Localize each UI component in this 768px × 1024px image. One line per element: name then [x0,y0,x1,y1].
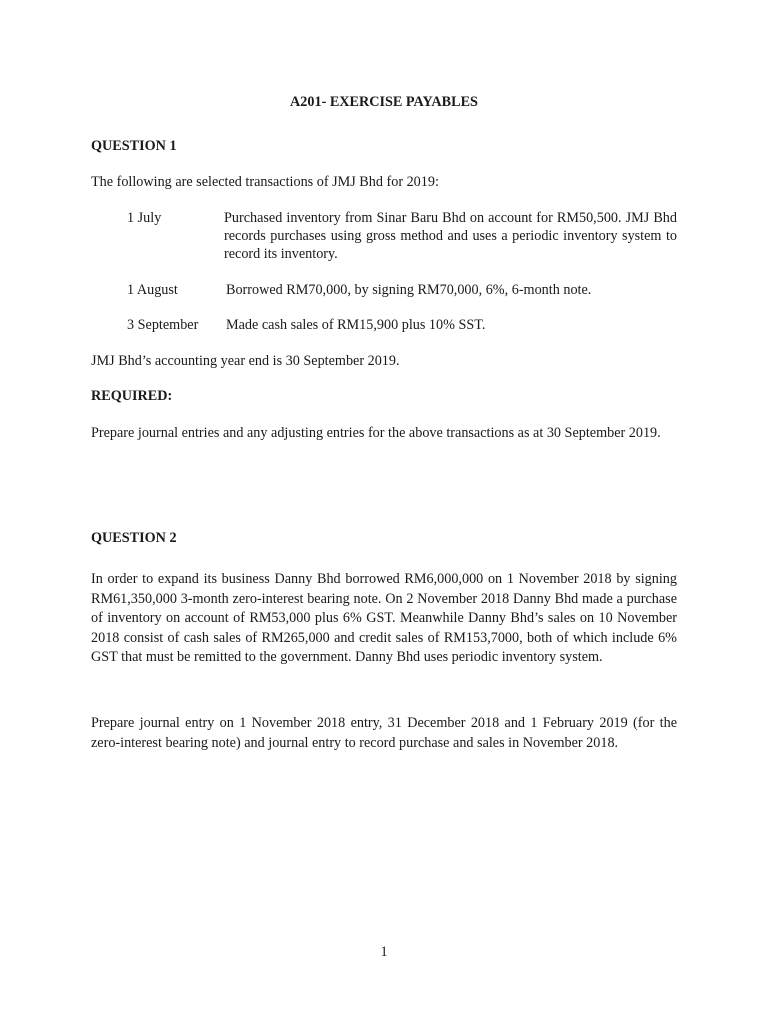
transaction-date: 1 July [127,210,162,226]
required-heading: REQUIRED: [91,388,173,404]
transaction-description: Made cash sales of RM15,900 plus 10% SST. [226,317,486,333]
transaction-description: Borrowed RM70,000, by signing RM70,000, 6%, 6-month note. [226,282,592,298]
transaction-item [127,316,677,334]
year-end-note: JMJ Bhd’s accounting year end is 30 September 2019. [91,353,400,369]
question-2-instructions: Prepare journal entry on 1 November 2018 entry, 31 December 2018 and 1 February 2019 (for the zero-interest bearing note) and journal entry to record purchase and sales in November 2018. [91,715,677,751]
document-title: A201- EXERCISE PAYABLES [290,94,478,110]
transaction-item [127,281,677,299]
transaction-description: Purchased inventory from Sinar Baru Bhd on account for RM50,500. JMJ Bhd records purchases using gross method and uses a periodic inventory system to record its inventory. [224,210,677,262]
transaction-date: 3 September [127,317,199,333]
transaction-item [127,209,677,263]
question-2-heading: QUESTION 2 [91,530,177,546]
transaction-date: 1 August [127,282,178,298]
question-1-intro: The following are selected transactions of JMJ Bhd for 2019: [91,174,439,190]
question-2-scenario: In order to expand its business Danny Bhd borrowed RM6,000,000 on 1 November 2018 by signing RM61,350,000 3-month zero-interest bearing note. On 2 November 2018 Danny Bhd made a purchase of inventory on account of RM53,000 plus 6% GST. Meanwhile Danny Bhd’s sales on 10 November 2018 consist of cash sales of RM265,000 and credit sales of RM153,7000, both of which include 6% GST that must be remitted to the government. Danny Bhd uses periodic inventory system. [91,571,677,665]
required-instructions: Prepare journal entries and any adjusting entries for the above transactions as at 30 September 2019. [91,425,661,441]
page-number: 1 [380,944,388,960]
question-1-heading: QUESTION 1 [91,138,177,154]
